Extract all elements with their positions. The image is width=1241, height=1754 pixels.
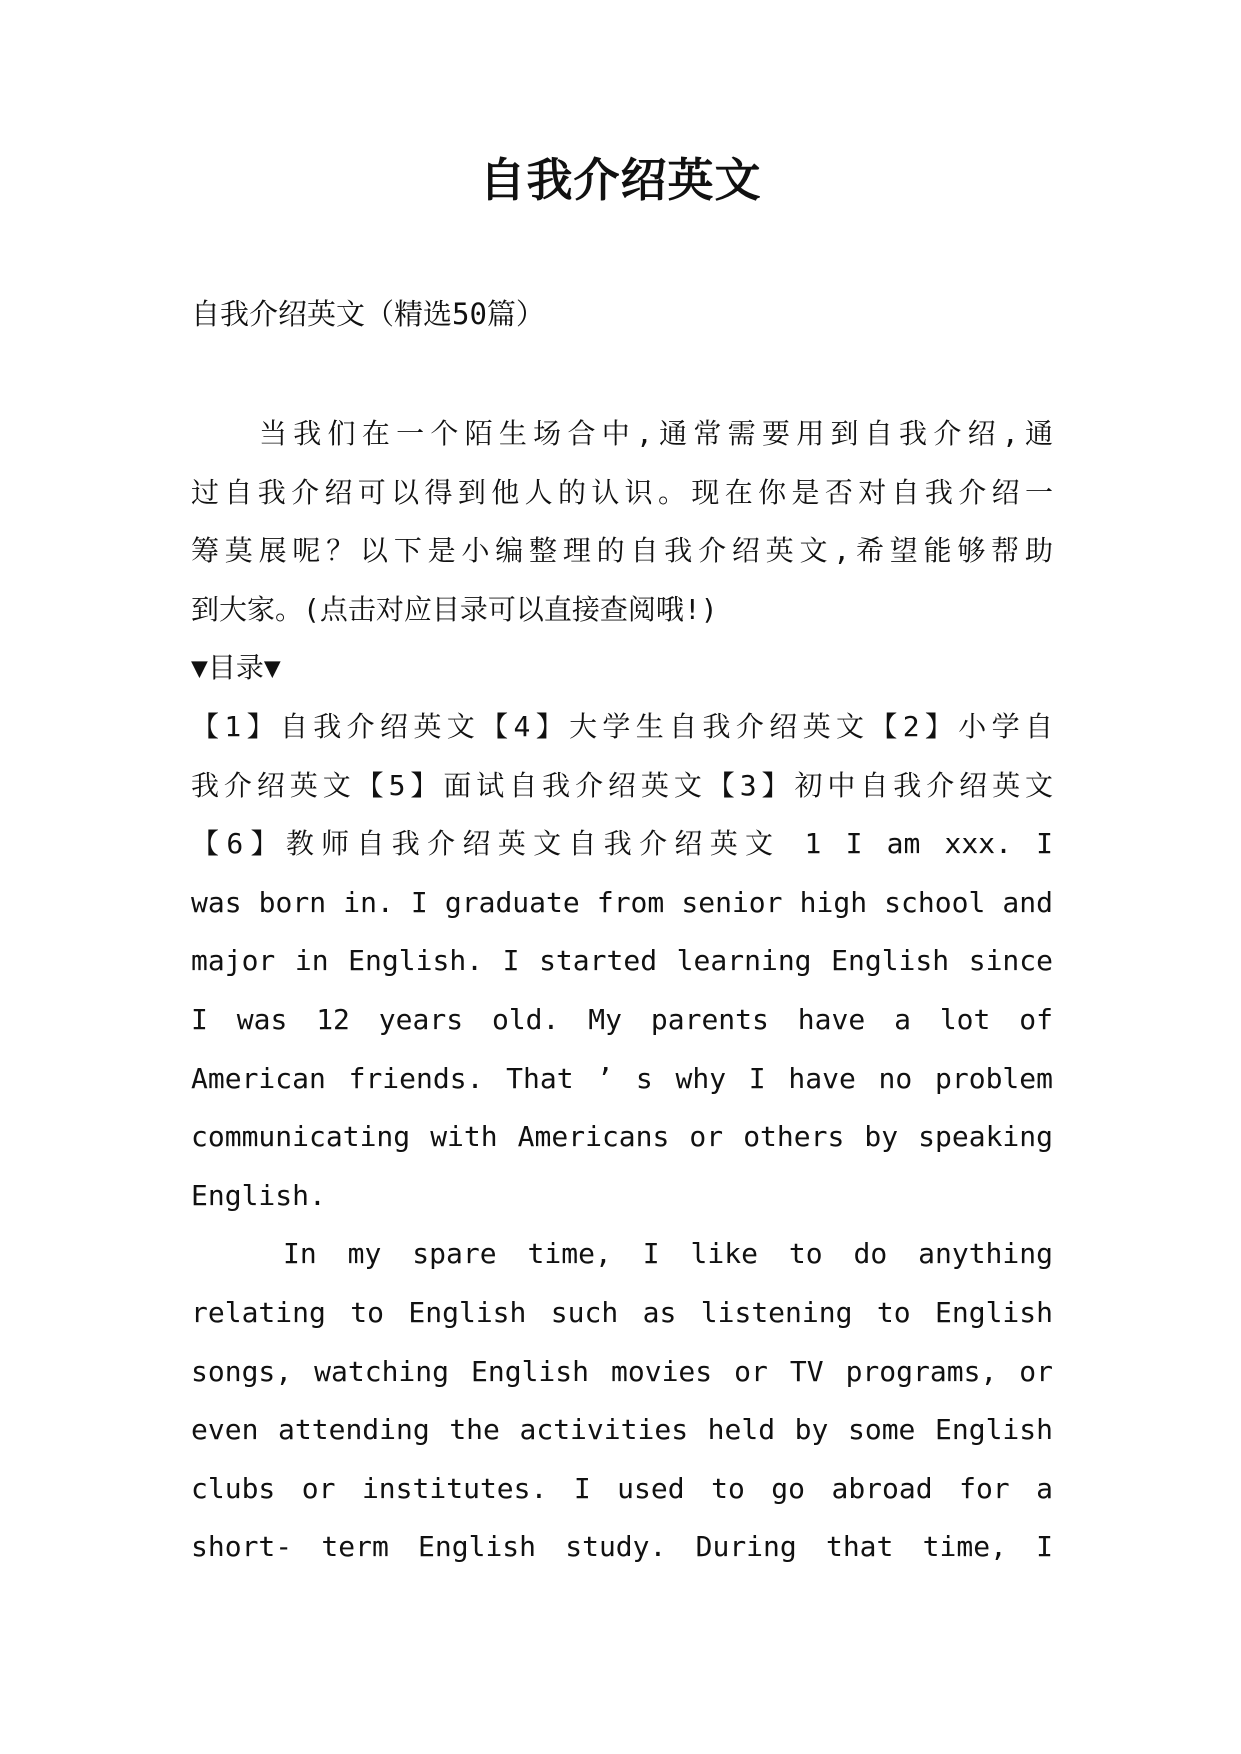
document-title: 自我介绍英文 [479, 153, 762, 207]
paragraph-line: clubs or institutes. I used to go abroad for a [191, 1471, 1053, 1505]
toc-line: 【1】自我介绍英文【4】大学生自我介绍英文【2】小学自 [191, 709, 1053, 743]
paragraph-line: 筹莫展呢？以下是小编整理的自我介绍英文,希望能够帮助 [191, 534, 1053, 568]
paragraph-line: short- term English study. During that time, I [191, 1530, 1053, 1564]
document-body [191, 405, 1053, 1577]
paragraph-line: major in English. I started learning English since [191, 944, 1053, 978]
paragraph-line: was born in. I graduate from senior high school and [191, 885, 1053, 919]
toc-line: 【6】教师自我介绍英文自我介绍英文 1 I am xxx. I [191, 827, 1053, 861]
paragraph-line: relating to English such as listening to English [191, 1295, 1053, 1329]
paragraph-line: English. [191, 1178, 326, 1212]
paragraph-line: songs, watching English movies or TV programs, or [191, 1354, 1053, 1388]
paragraph-line: American friends. That ’ s why I have no problem [191, 1061, 1053, 1095]
paragraph-line: In my spare time, I like to do anything [283, 1237, 1053, 1271]
toc-heading: ▼目录▼ [191, 651, 281, 685]
paragraph-line: 过自我介绍可以得到他人的认识。现在你是否对自我介绍一 [191, 475, 1053, 509]
paragraph-line: 当我们在一个陌生场合中,通常需要用到自我介绍,通 [259, 417, 1053, 450]
document-subtitle: 自我介绍英文（精选50篇） [191, 297, 545, 331]
paragraph-line: 到大家。(点击对应目录可以直接查阅哦!) [191, 592, 718, 626]
toc-line: 我介绍英文【5】面试自我介绍英文【3】初中自我介绍英文 [191, 768, 1053, 802]
paragraph-line: communicating with Americans or others by speaking [191, 1120, 1053, 1154]
paragraph-line: even attending the activities held by some English [191, 1413, 1053, 1447]
paragraph-line: I was 12 years old. My parents have a lot of [191, 1002, 1053, 1036]
